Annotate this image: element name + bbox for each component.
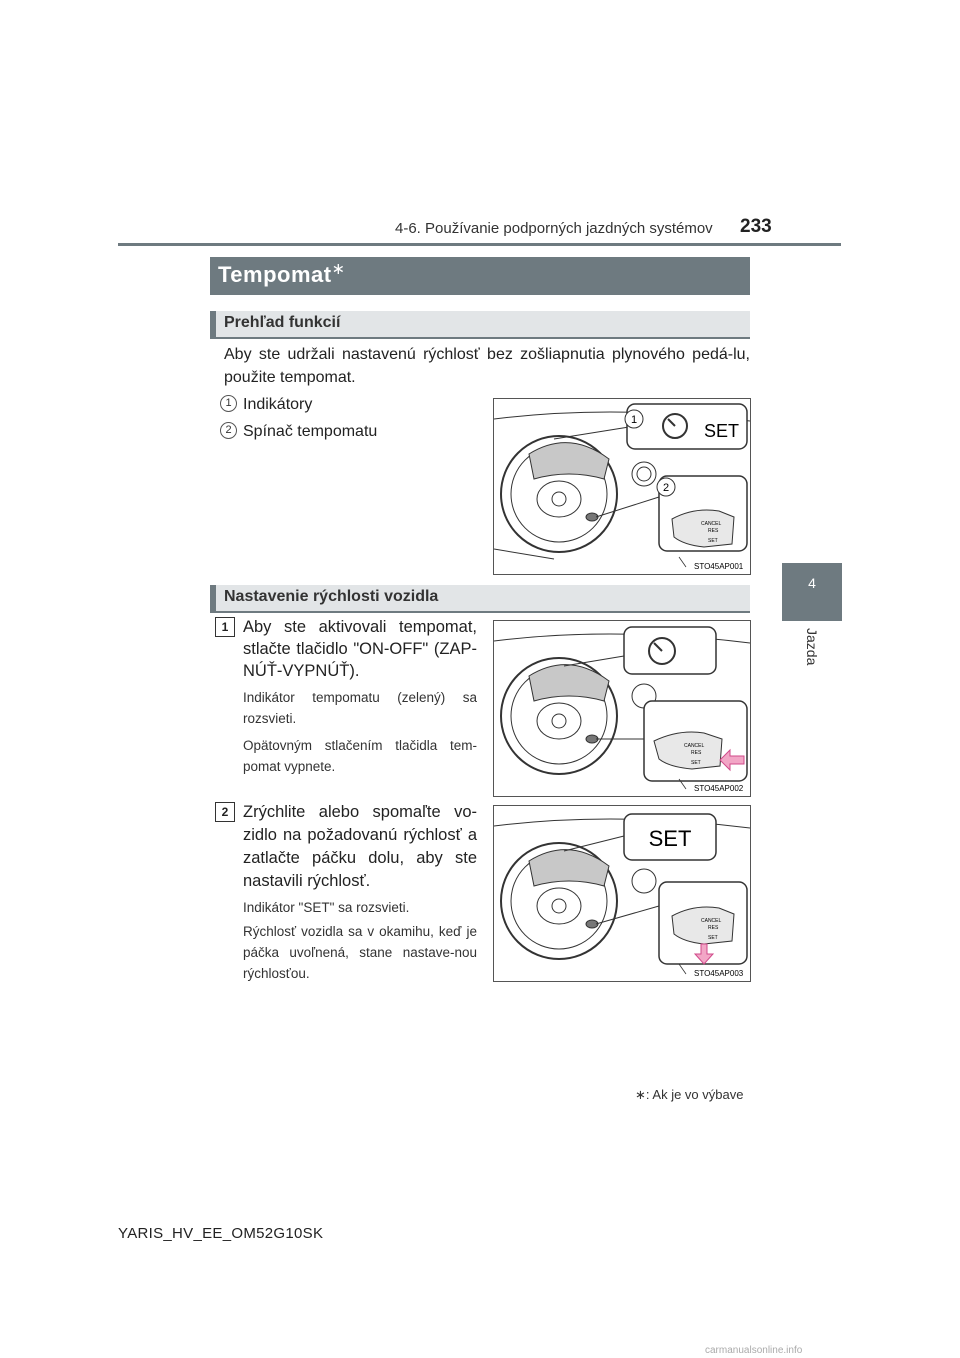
stalk-res-label: RES [691,750,702,756]
step-number-2: 2 [215,802,235,822]
step-2-note-1: Indikátor "SET" sa rozsvieti. [243,900,410,915]
stalk-set-label: SET [708,538,718,544]
callout-2: 2 [662,482,670,494]
section-title: 4-6. Používanie podporných jazdných systémov [395,220,713,237]
stalk-cancel-label: CANCEL [684,743,705,749]
figure-step-1 [493,620,751,797]
stalk-set-label: SET [691,760,701,766]
step-2-note-2: Rýchlosť vozidla sa v okamihu, keď je páčka uvoľnená, stane nastave-nou rýchlosťou. [243,924,477,981]
page-number: 233 [740,216,772,237]
item-label-switch: Spínač tempomatu [243,423,378,440]
stalk-res-label: RES [708,925,719,931]
item-label-indicators: Indikátory [243,396,313,413]
overview-heading: Prehľad funkcií [224,314,341,331]
step-1-note-1: Indikátor tempomatu (zelený) sa rozsvieti. [243,690,477,726]
overview-intro: Aby ste udržali nastavenú rýchlosť bez zošliapnutia plynového pedá-lu, použite tempomat. [224,346,750,386]
footnote-mark: ∗ [635,1087,646,1102]
chapter-tab [782,563,842,621]
figure-overview [493,398,751,575]
step-1-note-2: Opätovným stlačením tlačidla tem-pomat vypnete. [243,738,477,774]
callout-1: 1 [630,414,638,426]
figure-code: STO45AP001 [694,562,744,571]
availability-mark: ∗ [331,261,346,278]
chapter-label: Jazda [804,628,820,666]
stalk-set-label: SET [708,935,718,941]
stalk-cancel-label: CANCEL [701,521,722,527]
chapter-number: 4 [808,575,816,591]
step-number-1: 1 [215,617,235,637]
watermark: carmanualsonline.info [705,1345,803,1356]
header-rule [118,243,841,246]
footnote-text: : Ak je vo výbave [645,1087,744,1102]
setting-heading: Nastavenie rýchlosti vozidla [224,588,439,605]
stalk-res-label: RES [708,528,719,534]
step-1-text: Aby ste aktivovali tempomat, stlačte tlačidlo "ON-OFF" (ZAP-NÚŤ-VYPNÚŤ). [243,618,477,680]
set-indicator: SET [648,826,692,851]
document-code: YARIS_HV_EE_OM52G10SK [118,1225,324,1242]
footnote [635,1087,743,1103]
figure-step-2 [493,805,751,982]
item-number-1: 1 [220,395,237,412]
set-indicator: SET [704,421,740,441]
stalk-cancel-label: CANCEL [701,918,722,924]
page-title: Tempomat∗ [218,261,346,287]
figure-code: STO45AP002 [694,784,744,793]
step-2-text: Zrýchlite alebo spomaľte vo-zidlo na požadovanú rýchlosť a zatlačte páčku dolu, aby ste nastavili rýchlosť. [243,803,477,890]
figure-code: STO45AP003 [694,969,744,978]
item-number-2: 2 [220,422,237,439]
